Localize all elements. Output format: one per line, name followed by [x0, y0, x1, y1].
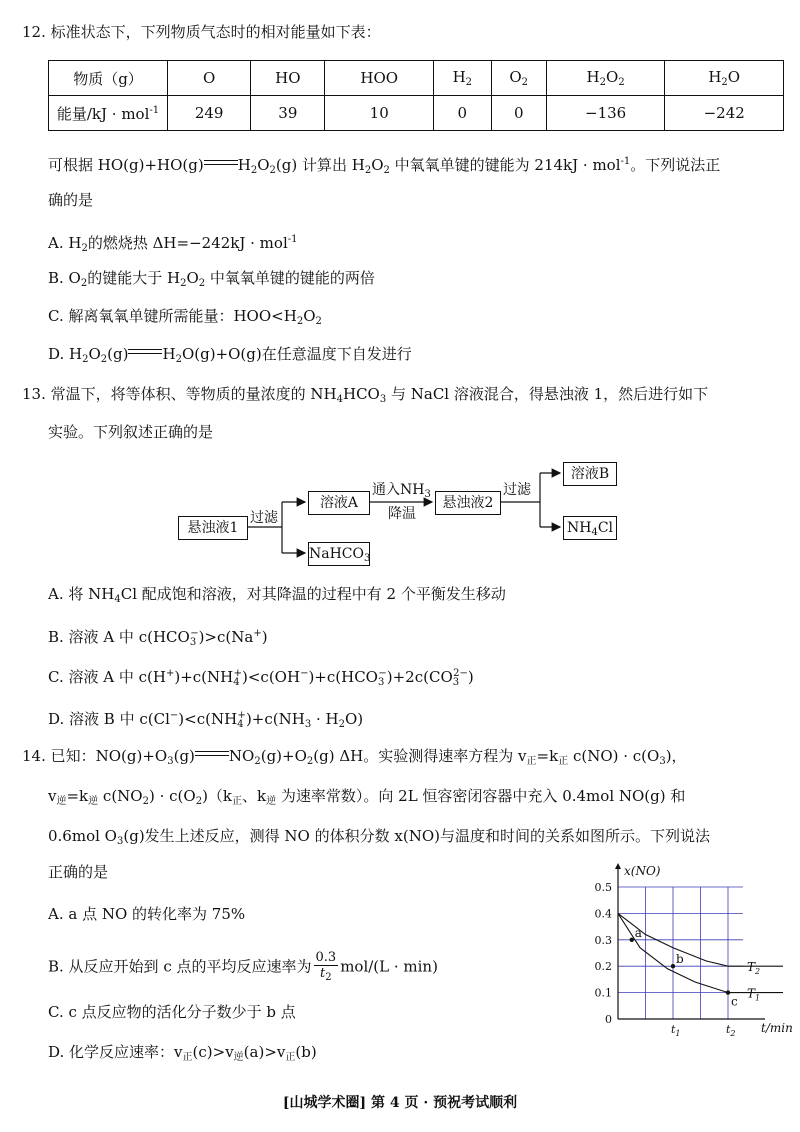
q13-stem: 13. 常温下，将等体积、等物质的量浓度的 $NH_4HCO_3$ 与 NaCl 溶液混合，得悬浊液 1，然后进行如下 [22, 385, 709, 405]
flow-node-suspension-1: 悬浊液1 [178, 516, 248, 540]
table-cell: −242 [665, 96, 784, 131]
flow-node-suspension-2: 悬浊液2 [435, 491, 501, 515]
flow-label-add-nh3: 通入$NH_3$ [372, 482, 431, 500]
q13-stem-line2: 实验。下列叙述正确的是 [48, 423, 214, 441]
q14-option-d[interactable]: D. 化学反应速率：$v_正(c)>v_逆(a)>v_正(b)$ [48, 1043, 317, 1063]
table-cell: $H_2O_2$ [546, 61, 665, 96]
x-axis-label: t/min [761, 1021, 793, 1035]
series-label: $T_1$ [747, 986, 761, 1003]
table-cell: $H_2$ [434, 61, 492, 96]
series-label: $T_2$ [747, 960, 761, 977]
page-footer: [山城学术圈] 第 4 页 · 预祝考试顺利 [282, 1095, 518, 1111]
y-axis-arrow [615, 863, 621, 869]
q12-text-line: 可根据 HO(g)+HO(g) $H_2O_2(g)$ 计算出 $H_2O_2$ 中氧氧单键的键能为 214kJ · mol$^{-1}$。下列说法正 [48, 156, 721, 176]
rate-fraction: $\frac{0.3}{t_2}$ [315, 950, 337, 983]
table-cell: $O_2$ [491, 61, 546, 96]
y-tick-label: 0.2 [594, 960, 612, 974]
x-tick-label: $t_2$ [726, 1023, 736, 1038]
table-row [49, 61, 784, 96]
table-cell: O [168, 61, 251, 96]
y-tick-label: 0 [605, 1013, 612, 1026]
q12-text-line: 确的是 [48, 191, 94, 209]
y-tick-label: 0.4 [594, 907, 612, 921]
q14-option-b[interactable]: B. 从反应开始到 c 点的平均反应速率为 $\frac{0.3}{t_2}$ mol/(L · min) [48, 950, 438, 983]
table-cell: −136 [546, 96, 665, 131]
q13-option-a[interactable]: A. 将 $NH_4Cl$ 配成饱和溶液，对其降温的过程中有 2 个平衡发生移动 [48, 585, 506, 605]
table-cell: 0 [434, 96, 492, 131]
q12-stem: 12. 标准状态下，下列物质气态时的相对能量如下表： [22, 23, 381, 41]
q12-option-b[interactable]: B. $O_2$的键能大于 $H_2O_2$ 中氧氧单键的键能的两倍 [48, 269, 375, 289]
flow-label-filter-2: 过滤 [503, 482, 531, 498]
flow-node-nh4cl: $NH_4Cl$ [563, 516, 617, 540]
flow-label-filter-1: 过滤 [250, 510, 278, 526]
q12-option-a[interactable]: A. $H_2$的燃烧热 ΔH=−242kJ · mol$^{-1}$ [48, 234, 298, 254]
y-tick-label: 0.3 [594, 933, 612, 947]
table-cell: HO [251, 61, 325, 96]
flow-label-cool: 降温 [388, 506, 416, 522]
data-point-b [671, 964, 675, 968]
flow-node-nahco3: NaHCO$_3$ [308, 542, 370, 566]
table-cell: 物质（g） [49, 61, 168, 96]
table-cell: HOO [325, 61, 434, 96]
table-cell: 10 [325, 96, 434, 131]
q14-stem-line3: 0.6mol $O_3(g)$发生上述反应，测得 NO 的体积分数 x(NO)与温度和时间的关系如图所示。下列说法 [48, 827, 710, 847]
data-point-label: b [676, 952, 684, 967]
q14-option-c[interactable]: C. c 点反应物的活化分子数少于 b 点 [48, 1003, 296, 1021]
table-cell: 能量/kJ · mol$^{-1}$ [49, 96, 168, 131]
table-row [49, 96, 784, 131]
y-tick-label: 0.1 [594, 986, 612, 1000]
q12-option-c[interactable]: C. 解离氧氧单键所需能量：$HOO<H_2O_2$ [48, 307, 322, 327]
xno-time-chart [580, 855, 795, 1040]
q14-option-a[interactable]: A. a 点 NO 的转化率为 75% [48, 905, 246, 923]
data-point-a [630, 938, 634, 942]
y-axis-label: x(NO) [624, 864, 661, 878]
q13-option-d[interactable]: D. 溶液 B 中 $c(Cl^-)<c(NH_4^+)+c(NH_3 \cdot H_2O)$ [48, 710, 364, 730]
x-tick-label: $t_1$ [671, 1023, 681, 1038]
table-cell: $H_2O$ [665, 61, 784, 96]
data-point-label: c [731, 994, 738, 1009]
energy-table [48, 60, 784, 131]
data-point-c [726, 990, 730, 994]
data-point-label: a [634, 925, 642, 940]
q13-option-c[interactable]: C. 溶液 A 中 $c(H^+)+c(NH_4^+)<c(OH^-)+c(HCO_3^-)+2c(CO_3^{2-})$ [48, 668, 474, 688]
table-cell: 39 [251, 96, 325, 131]
table-cell: 249 [168, 96, 251, 131]
flow-node-solution-a: 溶液A [308, 491, 370, 515]
table-cell: 0 [491, 96, 546, 131]
y-tick-label: 0.5 [594, 881, 612, 894]
q14-stem-line2: $v_逆=k_逆$ $c(NO_2) \cdot c(O_2)(k_正$、$k_逆$ 为速率常数）。向 2L 恒容密闭容器中充入 0.4mol NO(g) 和 [48, 787, 686, 807]
q12-option-d[interactable]: D. $H_2O_2(g)$ $H_2O(g)+O(g)$在任意温度下自发进行 [48, 345, 412, 365]
q13-option-b[interactable]: B. 溶液 A 中 $c(HCO_3^-)>c(Na^+)$ [48, 628, 268, 648]
q14-stem-line4: 正确的是 [48, 863, 109, 881]
flow-node-solution-b: 溶液B [563, 462, 617, 486]
q14-stem: 14. 已知：$NO(g)+O_3(g)$ $NO_2(g)+O_2(g)$ ΔH。实验测得速率方程为 $v_正=k_正$ $c(NO) \cdot c(O_3)$， [22, 747, 687, 767]
